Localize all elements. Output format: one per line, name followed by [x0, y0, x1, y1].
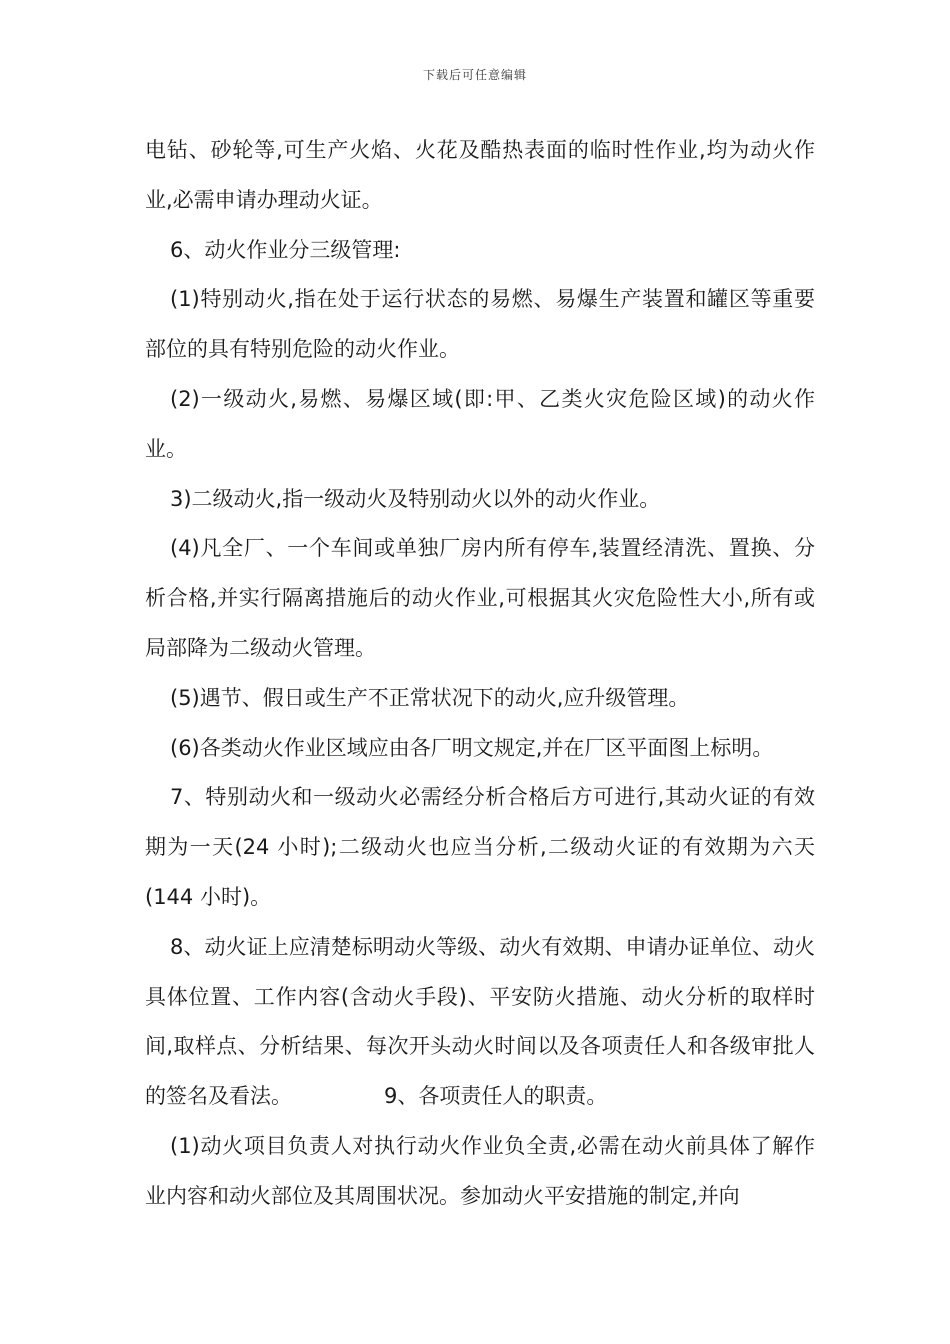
paragraph-item-6-6: (6)各类动火作业区域应由各厂明文规定,并在厂区平面图上标明。 [170, 735, 774, 760]
page-header: 下载后可任意编辑 [422, 68, 527, 82]
paragraph-item-6-5: (5)遇节、假日或生产不正常状况下的动火,应升级管理。 [170, 685, 690, 710]
document-body [145, 126, 815, 1222]
paragraph-item-6-4: (4)凡全厂、一个车间或单独厂房内所有停车,装置经清洗、置换、分析合格,并实行隔离措施后的动火作业,可根据其火灾危险性大小,所有或局部降为二级动火管理。 [145, 536, 815, 660]
paragraph-item-6-1: (1)特别动火,指在处于运行状态的易燃、易爆生产装置和罐区等重要部位的具有特别危险的动火作业。 [145, 287, 815, 362]
paragraph-item-9-1: (1)动火项目负责人对执行动火作业负全责,必需在动火前具体了解作业内容和动火部位及其周围状况。参加动火平安措施的制定,并向 [145, 1133, 815, 1208]
paragraph-item-8-text: 8、动火证上应清楚标明动火等级、动火有效期、申请办证单位、动火具体位置、工作内容(含动火手段)、平安防火措施、动火分析的取样时间,取样点、分析结果、每次开头动火时间以及各项责任人和各级审批人的签名及看法。 [145, 934, 815, 1109]
paragraph-item-6: 6、动火作业分三级管理: [170, 237, 401, 262]
paragraph-item-7: 7、特别动火和一级动火必需经分析合格后方可进行,其动火证的有效期为一天(24 小时);二级动火也应当分析,二级动火证的有效期为六天(144 小时)。 [145, 785, 815, 909]
paragraph-item-8 [145, 923, 815, 1122]
paragraph-item-6-3: 3)二级动火,指一级动火及特别动火以外的动火作业。 [170, 486, 661, 511]
paragraph-item-6-2: (2)一级动火,易燃、易爆区域(即:甲、乙类火灾危险区域)的动火作业。 [145, 386, 815, 461]
paragraph-item-9: 9、各项责任人的职责。 [384, 1084, 608, 1109]
paragraph-continuation: 电钻、砂轮等,可生产火焰、火花及酷热表面的临时性作业,均为动火作业,必需申请办理动火证。 [145, 138, 815, 212]
